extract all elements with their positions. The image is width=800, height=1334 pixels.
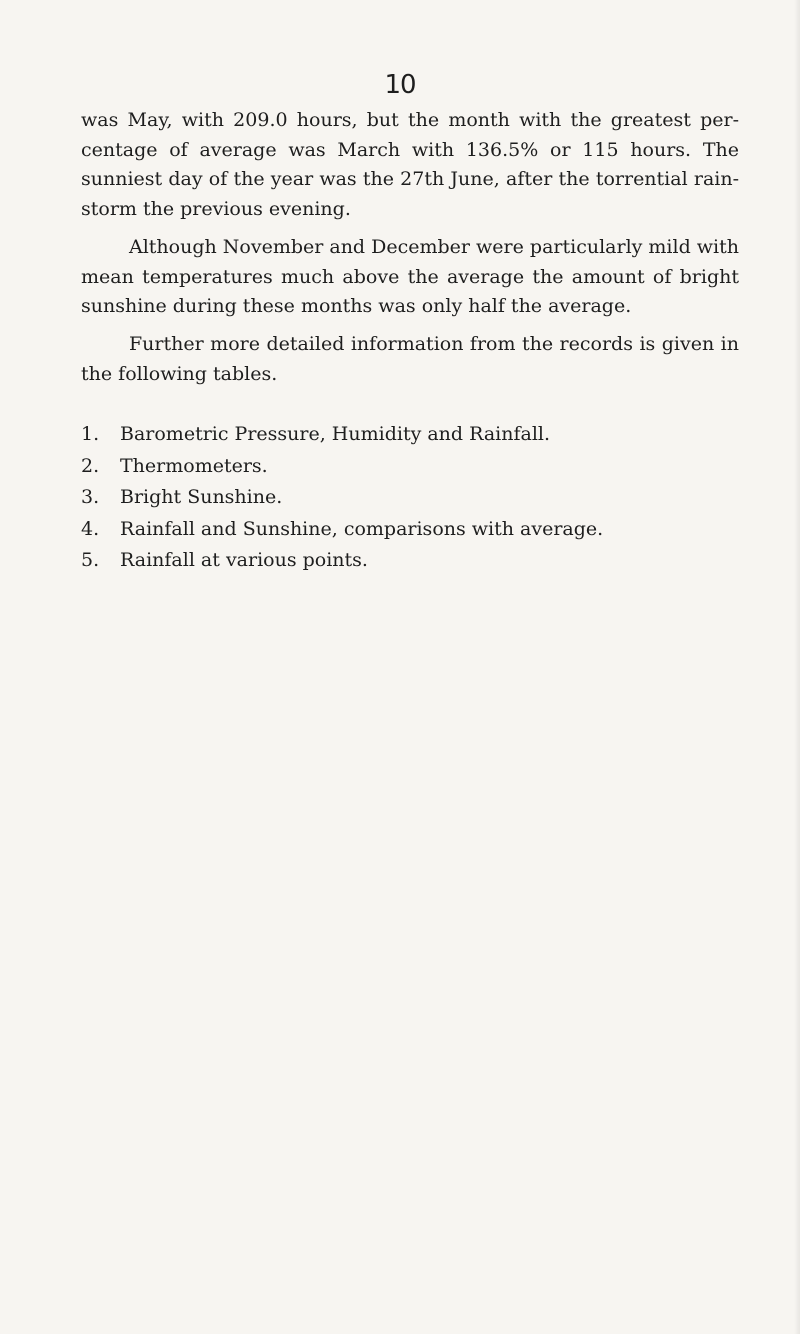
list-item (81, 419, 739, 451)
paragraph-november-december: Although November and December were particularly mild with mean temperatures much above the average the amount of bright sunshine during these months was only half the average. (81, 236, 740, 317)
list-item-number: 4. (81, 517, 100, 540)
list-item-title: Rainfall at various points. (120, 549, 368, 571)
list-item (81, 514, 739, 546)
list-item-title: Barometric Pressure, Humidity and Rainfall. (120, 423, 551, 445)
list-item (81, 482, 739, 514)
tables-list (81, 419, 739, 577)
list-item (81, 545, 739, 577)
paragraph-further-information: Further more detailed information from the records is given in the following tables. (81, 333, 739, 385)
list-item-number: 1. (81, 423, 100, 445)
list-item-number: 3. (81, 486, 100, 508)
list-item-number: 5. (81, 549, 100, 571)
page-number: 10 (384, 70, 416, 100)
list-item (81, 451, 739, 483)
list-item-number: 2. (81, 454, 100, 477)
paragraph-sunshine-summary: was May, with 209.0 hours, but the month with the greatest per- centage of average was March with 136.5% or 115 hours. The sunniest day of the year was the 27th June, after the torrential rain- storm the previous evening. (81, 109, 739, 220)
page-edge (794, 0, 800, 1334)
list-item-title: Thermometers. (120, 454, 268, 477)
list-item-title: Rainfall and Sunshine, comparisons with average. (120, 517, 604, 540)
list-item-title: Bright Sunshine. (120, 486, 283, 508)
